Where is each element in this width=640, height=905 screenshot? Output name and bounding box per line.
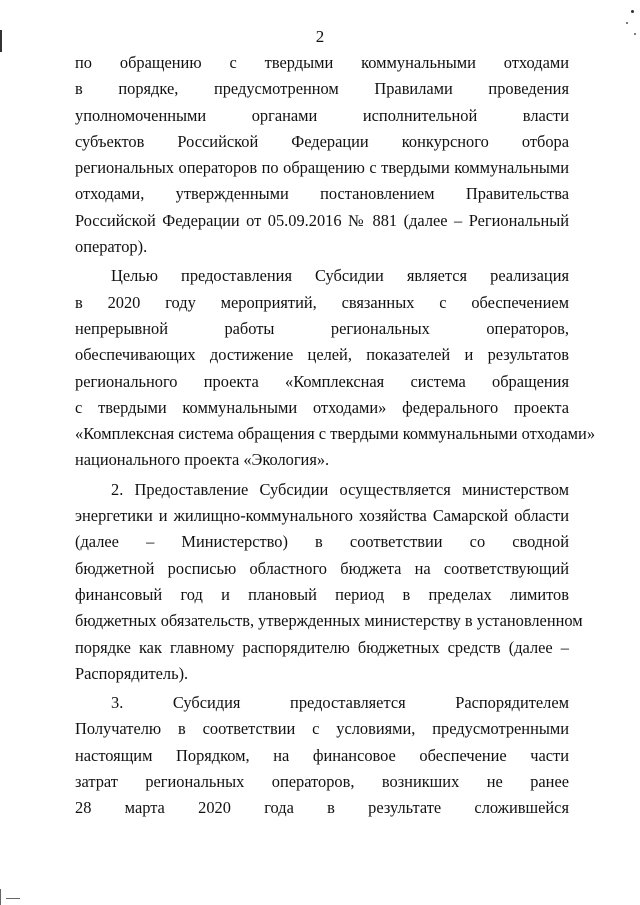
text-line: обеспечивающих достижение целей, показателей и результатов: [75, 345, 569, 365]
page-number: 2: [315, 27, 325, 46]
text-line: Распорядитель).: [75, 663, 189, 683]
text-line: настоящим Порядком, на финансовое обеспечение части: [75, 745, 569, 765]
text-line: по обращению с твердыми коммунальными отходами: [75, 53, 569, 72]
text-line: регионального проекта «Комплексная система обращения: [75, 371, 569, 391]
text-line: субъектов Российской Федерации конкурсного отбора: [75, 131, 569, 151]
paragraph-item-3: [75, 690, 569, 821]
text-line: отходами, утвержденными постановлением Правительства: [75, 184, 569, 204]
text-line: затрат региональных операторов, возникших не ранее: [75, 772, 569, 792]
text-line: энергетики и жилищно-коммунального хозяйства Самарской области: [75, 506, 569, 526]
paragraph-purpose: [75, 263, 596, 473]
text-line: финансовый год и плановый период в пределах лимитов: [75, 584, 569, 604]
paragraph-item-2: [75, 477, 583, 687]
text-line: порядке как главному распорядителю бюджетных средств (далее –: [75, 637, 569, 657]
text-line: бюджетных обязательств, утвержденных министерству в установленном: [75, 611, 583, 631]
scan-corner-mark: [0, 883, 28, 905]
text-line: 2. Предоставление Субсидии осуществляется министерством: [111, 479, 569, 499]
text-line: Получателю в соответствии с условиями, предусмотренными: [75, 719, 569, 739]
text-line: Целью предоставления Субсидии является реализация: [111, 266, 569, 286]
text-line: уполномоченными органами исполнительной власти: [75, 105, 569, 125]
text-line: бюджетной росписью областного бюджета на соответствующий: [75, 558, 569, 578]
text-line: 28 марта 2020 года в результате сложившейся: [75, 798, 569, 818]
text-line: Российской Федерации от 05.09.2016 № 881 (далее – Региональный: [75, 210, 569, 230]
text-line: региональных операторов по обращению с твердыми коммунальными: [75, 158, 569, 178]
text-line: оператор).: [75, 237, 148, 257]
text-line: национального проекта «Экология».: [75, 450, 330, 470]
document-body: [75, 50, 596, 822]
text-line: непрерывной работы региональных операторов,: [75, 318, 569, 338]
text-line: «Комплексная система обращения с твердыми коммунальными отходами»: [75, 424, 596, 444]
text-line: с твердыми коммунальными отходами» федерального проекта: [75, 397, 569, 417]
text-line: (далее – Министерство) в соответствии со сводной: [75, 532, 569, 552]
text-line: 3. Субсидия предоставляется Распорядителем: [111, 693, 569, 713]
text-line: в 2020 году мероприятий, связанных с обеспечением: [75, 292, 569, 312]
paragraph-continuation: [75, 50, 569, 260]
text-line: в порядке, предусмотренном Правилами проведения: [75, 79, 569, 99]
